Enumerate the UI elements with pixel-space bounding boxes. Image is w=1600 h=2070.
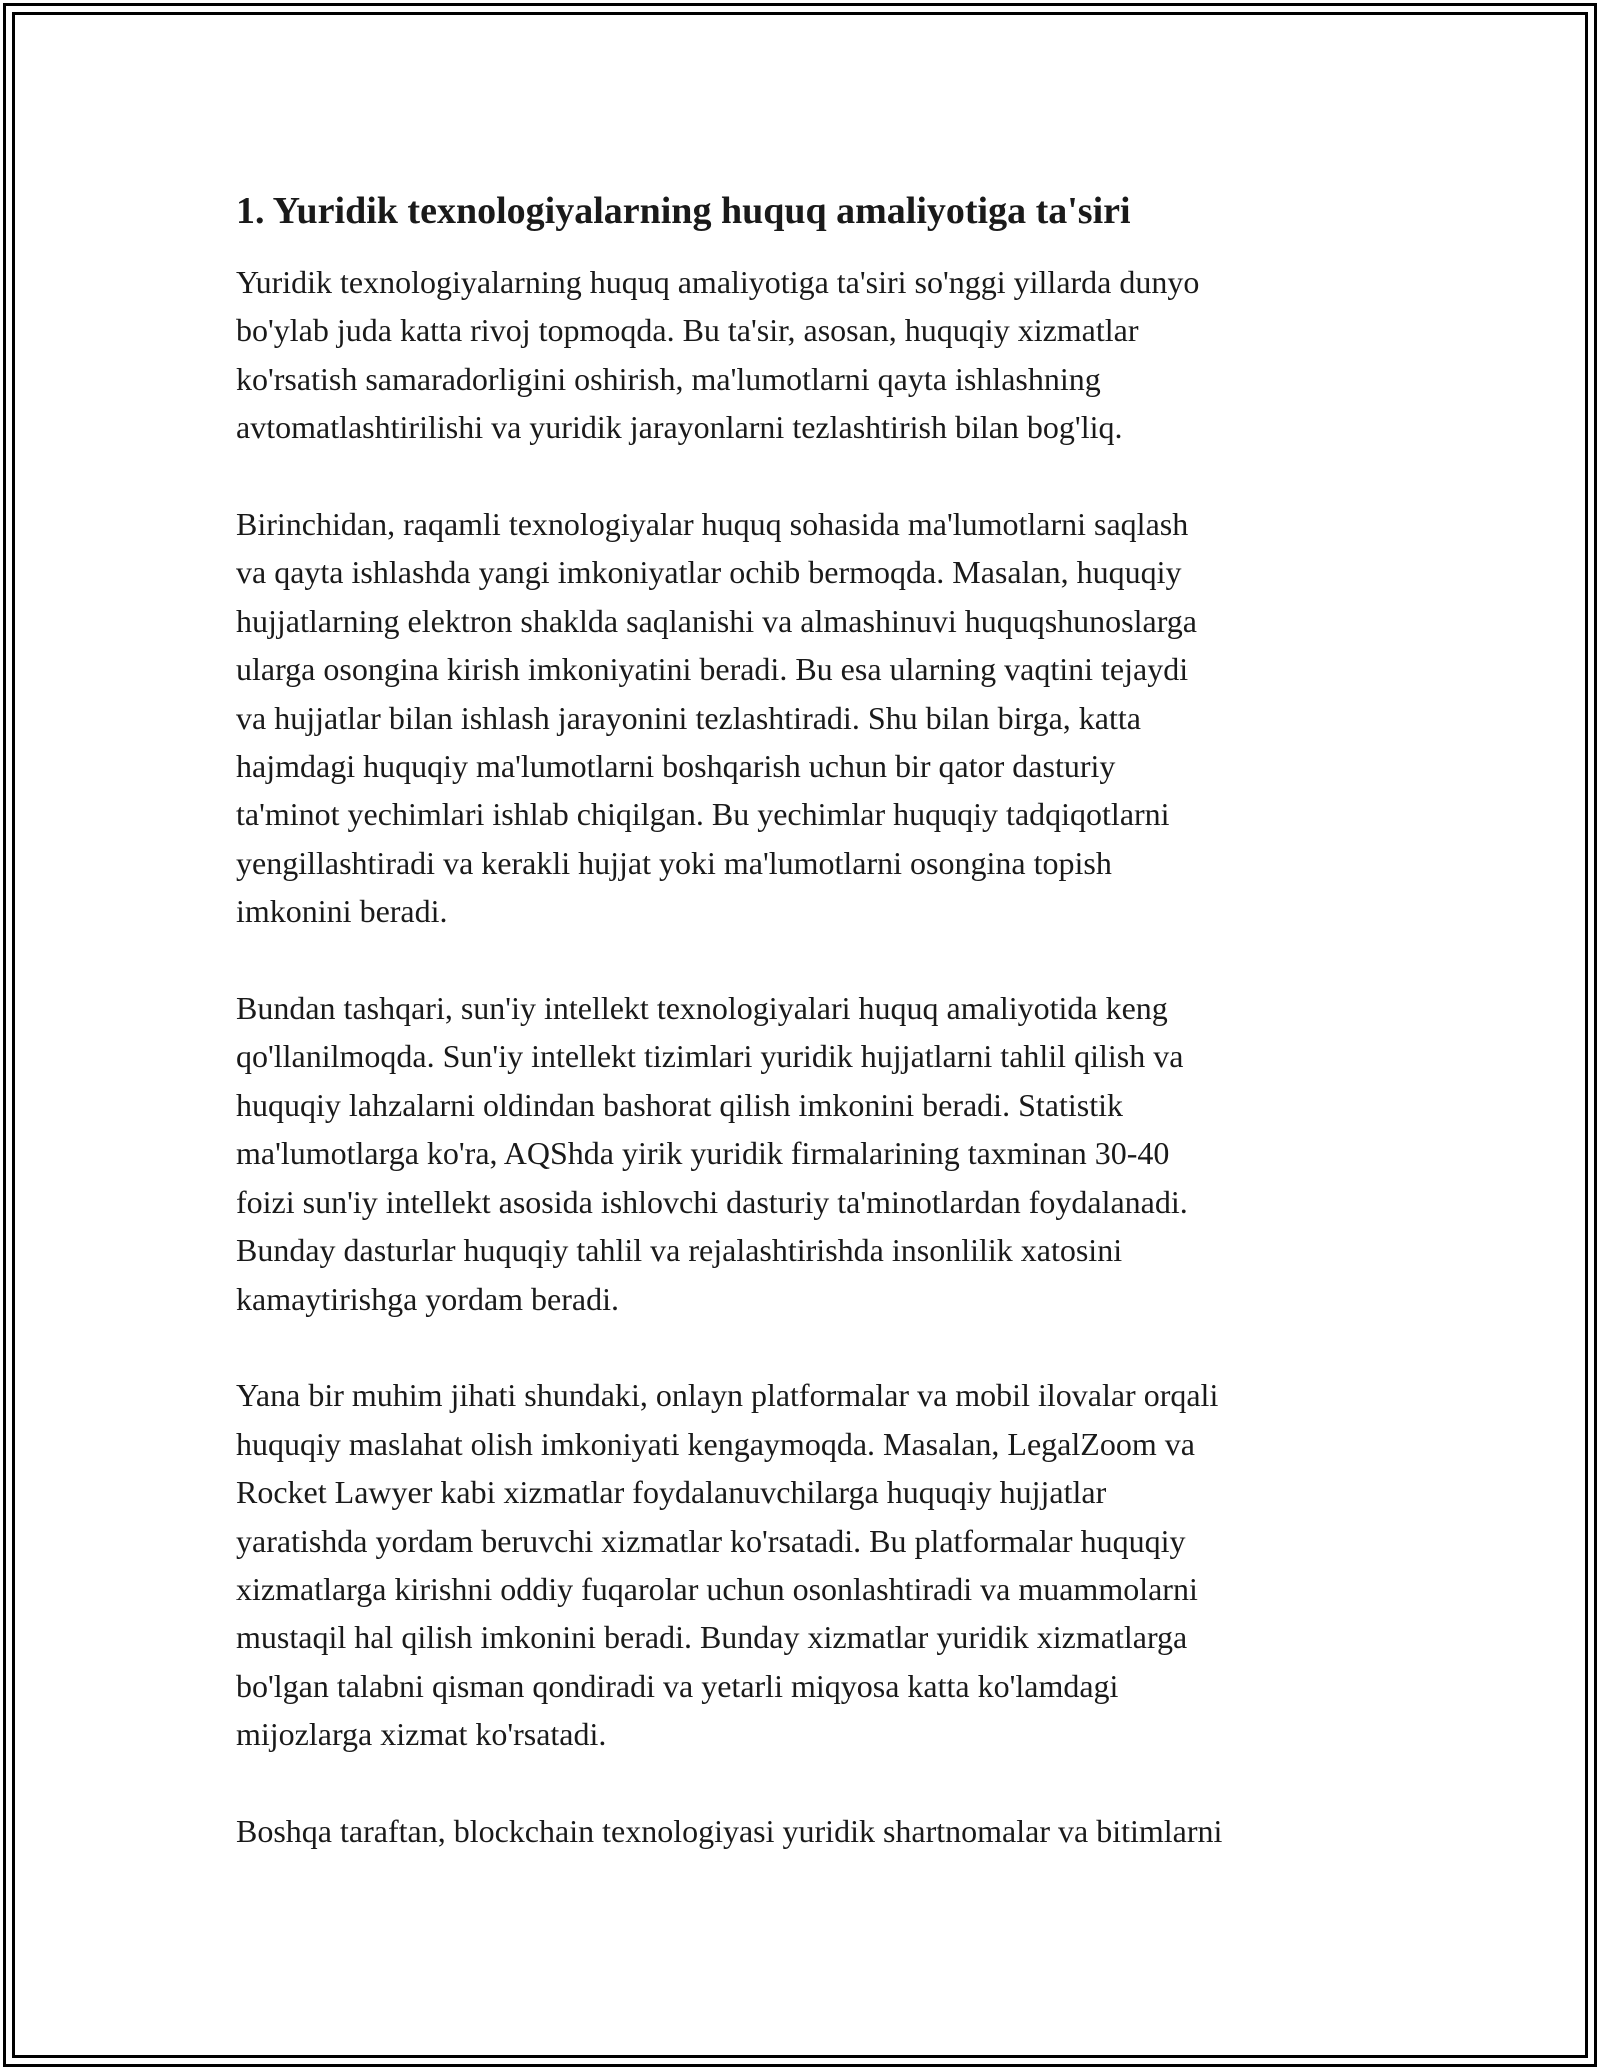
paragraph-line: xizmatlarga kirishni oddiy fuqarolar uchun osonlashtiradi va muammolarni [236,1570,1198,1607]
paragraph-line: Rocket Lawyer kabi xizmatlar foydalanuvchilarga huquqiy hujjatlar [236,1474,1107,1511]
paragraph-line: yengillashtiradi va kerakli hujjat yoki ma'lumotlarni osongina topish [236,844,1112,881]
paragraph-line: Yana bir muhim jihati shundaki, onlayn platformalar va mobil ilovalar orqali [236,1377,1219,1414]
paragraph-line: Boshqa taraftan, blockchain texnologiyasi yuridik shartnomalar va bitimlarni [236,1812,1223,1849]
paragraph-line: Bunday dasturlar huquqiy tahlil va rejalashtirishda insonlilik xatosini [236,1232,1123,1269]
paragraph [236,500,1386,936]
paragraph-line: mijozlarga xizmat ko'rsatadi. [236,1716,607,1753]
paragraph-line: imkonini beradi. [236,893,448,930]
paragraph-list [236,258,1386,1855]
paragraph-line: huquqiy maslahat olish imkoniyati kengaymoqda. Masalan, LegalZoom va [236,1425,1195,1462]
paragraph-line: Yuridik texnologiyalarning huquq amaliyotiga ta'siri so'nggi yillarda dunyo [236,264,1200,300]
paragraph [236,1371,1386,1758]
paragraph-line: kamaytirishga yordam beradi. [236,1280,619,1317]
paragraph-line: va hujjatlar bilan ishlash jarayonini tezlashtiradi. Shu bilan birga, katta [236,699,1141,736]
paragraph-line: ta'minot yechimlari ishlab chiqilgan. Bu yechimlar huquqiy tadqiqotlarni [236,796,1170,833]
document-body [236,186,1386,1904]
paragraph [236,258,1386,452]
paragraph-line: ko'rsatish samaradorligini oshirish, ma'lumotlarni qayta ishlashning [236,360,1101,397]
paragraph-line: foizi sun'iy intellekt asosida ishlovchi dasturiy ta'minotlardan foydalanadi. [236,1183,1188,1220]
paragraph [236,1807,1386,1855]
paragraph-line: Bundan tashqari, sun'iy intellekt texnologiyalari huquq amaliyotida keng [236,990,1168,1027]
paragraph-line: avtomatlashtirilishi va yuridik jarayonlarni tezlashtirish bilan bog'liq. [236,409,1123,446]
paragraph-line: ma'lumotlarga ko'ra, AQShda yirik yuridik firmalarining taxminan 30-40 [236,1135,1170,1172]
section-heading: 1. Yuridik texnologiyalarning huquq amaliyotiga ta'siri [236,190,1131,232]
paragraph-line: yaratishda yordam beruvchi xizmatlar ko'rsatadi. Bu platformalar huquqiy [236,1522,1186,1559]
paragraph-line: va qayta ishlashda yangi imkoniyatlar ochib bermoqda. Masalan, huquqiy [236,554,1182,591]
paragraph-line: hujjatlarning elektron shaklda saqlanishi va almashinuvi huquqshunoslarga [236,602,1197,639]
paragraph-line: bo'lgan talabni qisman qondiradi va yetarli miqyosa katta ko'lamdagi [236,1667,1119,1704]
paragraph-line: mustaqil hal qilish imkonini beradi. Bunday xizmatlar yuridik xizmatlarga [236,1619,1188,1656]
paragraph-line: huquqiy lahzalarni oldindan bashorat qilish imkonini beradi. Statistik [236,1086,1123,1123]
paragraph-line: bo'ylab juda katta rivoj topmoqda. Bu ta'sir, asosan, huquqiy xizmatlar [236,312,1139,349]
paragraph-line: qo'llanilmoqda. Sun'iy intellekt tizimlari yuridik hujjatlarni tahlil qilish va [236,1038,1184,1075]
paragraph-line: Birinchidan, raqamli texnologiyalar huquq sohasida ma'lumotlarni saqlash [236,506,1189,543]
paragraph-line: ularga osongina kirish imkoniyatini beradi. Bu esa ularning vaqtini tejaydi [236,651,1189,688]
paragraph [236,984,1386,1323]
paragraph-line: hajmdagi huquqiy ma'lumotlarni boshqarish uchun bir qator dasturiy [236,748,1116,785]
